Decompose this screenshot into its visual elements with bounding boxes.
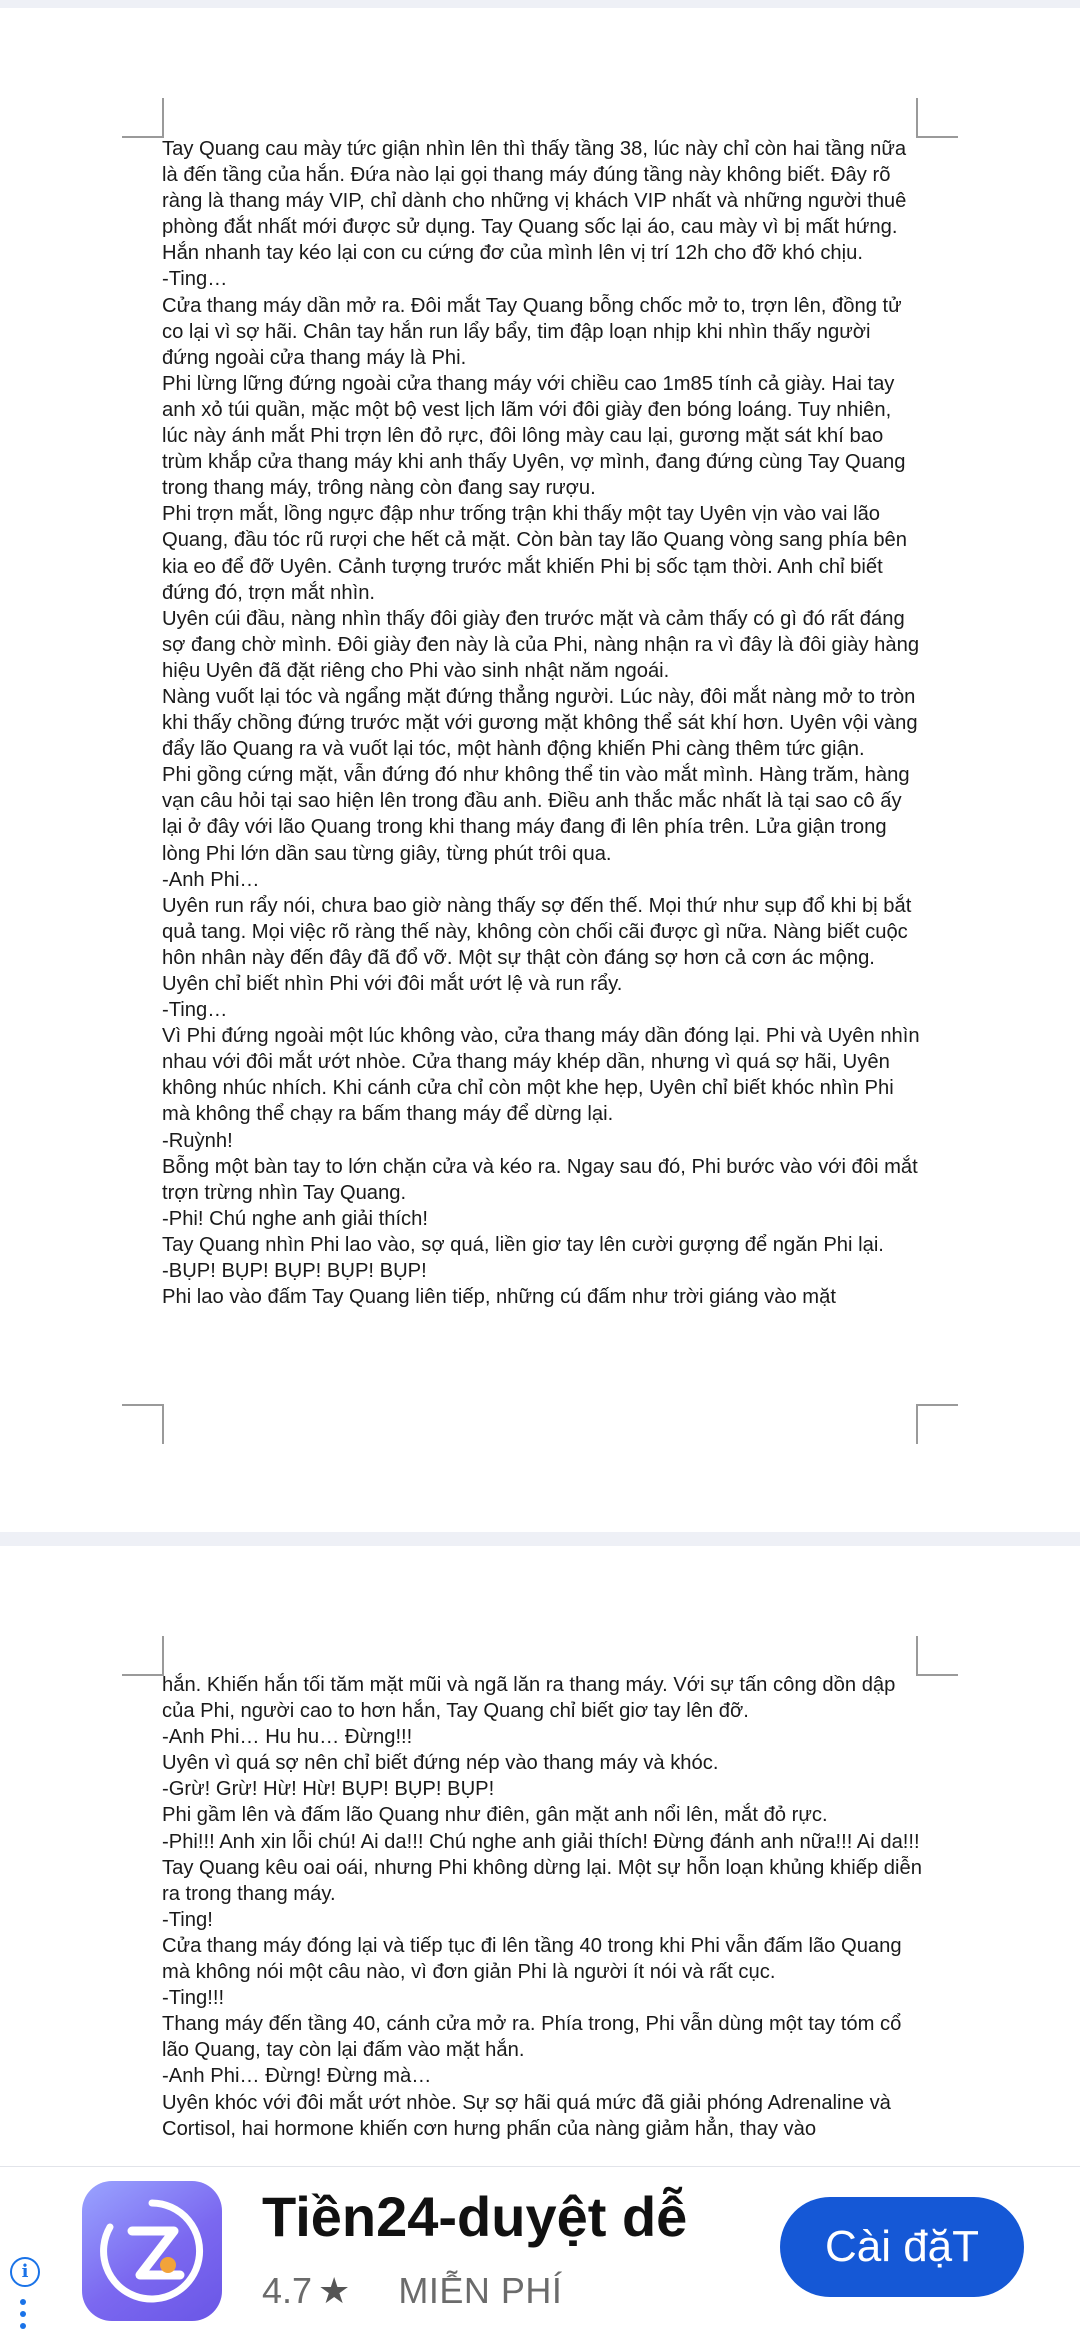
paragraph: Thang máy đến tầng 40, cánh cửa mở ra. Phía trong, Phi vẫn dùng một tay tóm cổ lão Quang, tay còn lại đấm vào mặt hắn. [162,2013,902,2062]
paragraph: Cửa thang máy dần mở ra. Đôi mắt Tay Quang bỗng chốc mở to, trợn lên, đồng tử co lại vì sợ hãi. Chân tay hắn run lẩy bẩy, tim đập loạn nhịp khi nhìn thấy người đứng ngoài cửa thang máy là Phi. [162,294,902,369]
page-corner-bottom-left [122,1404,164,1444]
paragraph: -Anh Phi… Hu hu… Đừng!!! [162,1726,413,1749]
paragraph: -Phi!!! Anh xin lỗi chú! Ai da!!! Chú nghe anh giải thích! Đừng đánh anh nữa!!! Ai da!!! [162,1830,920,1853]
page-1-body-text [162,136,922,1310]
paragraph: -Phi! Chú nghe anh giải thích! [162,1207,428,1230]
paragraph: Tay Quang kêu oai oái, nhưng Phi không dừng lại. Một sự hỗn loạn khủng khiếp diễn ra trong thang máy. [162,1856,922,1905]
ad-rating-row [262,2269,562,2313]
paragraph: hắn. Khiến hắn tối tăm mặt mũi và ngã lăn ra thang máy. Với sự tấn công dồn dập của Phi, người cao to hơn hắn, Tay Quang chỉ biết giơ tay lên đỡ. [162,1674,896,1723]
page-corner-top-left [122,98,164,138]
star-icon: ★ [318,2270,351,2311]
paragraph: -Anh Phi… [162,868,260,891]
paragraph: Tay Quang cau mày tức giận nhìn lên thì thấy tầng 38, lúc này chỉ còn hai tầng nữa là đến tầng của hắn. Đứa nào lại gọi thang máy đúng tầng này không biết. Đây rõ ràng là thang máy VIP, chỉ dành cho những vị khách VIP nhất và những người thuê phòng đắt nhất mới được sử dụng. Tay Quang sốc lại áo, cau mày vì bị mất hứng. Hắn nhanh tay kéo lại con cu cứng đơ của mình lên vị trí 12h cho đỡ khó chịu. [162,138,907,265]
paragraph: -Ting… [162,999,228,1022]
paragraph: Phi lừng lững đứng ngoài cửa thang máy với chiều cao 1m85 tính cả giày. Hai tay anh xỏ túi quần, mặc một bộ vest lịch lãm với đôi giày đen bóng loáng. Tuy nhiên, lúc này ánh mắt Phi trợn lên đỏ rực, đôi lông mày cau lại, gương mặt sát khí bao trùm khắp cửa thang máy khi anh thấy Uyên, vợ mình, đang đứng cùng Tay Quang trong thang máy, trông nàng còn đang say rượu. [162,372,906,500]
paragraph: Nàng vuốt lại tóc và ngẩng mặt đứng thẳng người. Lúc này, đôi mắt nàng mở to tròn khi thấy chồng đứng trước mặt với gương mặt không thể sát khí hơn. Uyên vội vàng đẩy lão Quang ra và vuốt lại tóc, một hành động khiến Phi càng thêm tức giận. [162,685,918,761]
paragraph: Bỗng một bàn tay to lớn chặn cửa và kéo ra. Ngay sau đó, Phi bước vào với đôi mắt trợn trừng nhìn Tay Quang. [162,1155,918,1204]
paragraph: Phi gầm lên và đấm lão Quang như điên, gân mặt anh nổi lên, mắt đỏ rực. [162,1804,828,1827]
ad-info-icon[interactable]: i [10,2257,40,2287]
paragraph: Phi lao vào đấm Tay Quang liên tiếp, những cú đấm như trời giáng vào mặt [162,1286,836,1309]
paragraph: -Grừ! Grừ! Hừ! Hừ! BỤP! BỤP! BỤP! [162,1778,495,1801]
ad-options-icon[interactable] [20,2299,26,2335]
page-corner-top-left [122,1636,164,1676]
ad-banner[interactable] [0,2166,1080,2341]
install-button[interactable]: Cài đặT [780,2197,1024,2297]
paragraph: Uyên run rẩy nói, chưa bao giờ nàng thấy sợ đến thế. Mọi thứ như sụp đổ khi bị bắt quả tang. Mọi việc rõ ràng thế này, không còn chối cãi được gì nữa. Nàng biết cuộc hôn nhân này đến đây đã đổ vỡ. Một sự thật còn đáng sợ hơn cả cơn ác mộng. Uyên chỉ biết nhìn Phi với đôi mắt ướt lệ và run rẩy. [162,894,912,995]
paragraph: -Ting… [162,268,228,291]
ad-app-name[interactable]: Tiền24-duyệt dễ [262,2185,688,2248]
paragraph: Phi trợn mắt, lồng ngực đập như trống trận khi thấy một tay Uyên vịn vào vai lão Quang, đầu tóc rũ rượi che hết cả mặt. Còn bàn tay lão Quang vòng sang phía bên kia eo để đỡ Uyên. Cảnh tượng trước mắt khiến Phi bị sốc tạm thời. Anh chỉ biết đứng đó, trợn mắt nhìn. [162,503,908,604]
ad-rating-value: 4.7 [262,2270,313,2311]
paragraph: Uyên cúi đầu, nàng nhìn thấy đôi giày đen trước mặt và cảm thấy có gì đó rất đáng sợ đang chờ mình. Đôi giày đen này là của Phi, nàng nhận ra vì đây là đôi giày hàng hiệu Uyên đã đặt riêng cho Phi vào sinh nhật năm ngoái. [162,607,920,682]
paragraph: -Anh Phi… Đừng! Đừng mà… [162,2065,432,2088]
ad-price: MIỄN PHÍ [398,2270,563,2311]
paragraph: Cửa thang máy đóng lại và tiếp tục đi lên tầng 40 trong khi Phi vẫn đấm lão Quang mà không nói một câu nào, vì đơn giản Phi là người ít nói và rất cục. [162,1934,902,1984]
paragraph: Uyên khóc với đôi mắt ướt nhòe. Sự sợ hãi quá mức đã giải phóng Adrenaline và Cortisol, hai hormone khiến cơn hưng phấn của nàng giảm hẳn, thay vào [162,2091,891,2140]
paragraph: Tay Quang nhìn Phi lao vào, sợ quá, liền giơ tay lên cười gượng để ngăn Phi lại. [162,1233,884,1256]
paragraph: -BỤP! BỤP! BỤP! BỤP! BỤP! [162,1260,427,1283]
paragraph: -Ting!!! [162,1987,225,2010]
page-corner-top-right [916,98,958,138]
paragraph: Vì Phi đứng ngoài một lúc không vào, cửa thang máy dần đóng lại. Phi và Uyên nhìn nhau với đôi mắt ướt nhòe. Cửa thang máy khép dần, nhưng vì quá sợ hãi, Uyên không nhúc nhích. Khi cánh cửa chỉ còn một khe hẹp, Uyên chỉ biết khóc nhìn Phi mà không thể chạy ra bấm thang máy để dừng lại. [162,1025,920,1126]
paragraph: Uyên vì quá sợ nên chỉ biết đứng nép vào thang máy và khóc. [162,1752,719,1775]
page-corner-bottom-right [916,1404,958,1444]
paragraph: Phi gồng cứng mặt, vẫn đứng đó như không thể tin vào mắt mình. Hàng trăm, hàng vạn câu hỏi tại sao hiện lên trong đầu anh. Điều anh thắc mắc nhất là tại sao cô ấy lại ở đây với lão Quang trong khi thang máy đang đi lên phía trên. Lửa giận trong lòng Phi lớn dần sau từng giây, từng phút trôi qua. [162,764,910,865]
paragraph: -Ruỳnh! [162,1129,233,1152]
document-page-1 [0,8,1080,1532]
page-corner-top-right [916,1636,958,1676]
app-logo-icon[interactable] [82,2181,222,2321]
paragraph: -Ting! [162,1908,213,1931]
page-2-body-text [162,1672,922,2142]
